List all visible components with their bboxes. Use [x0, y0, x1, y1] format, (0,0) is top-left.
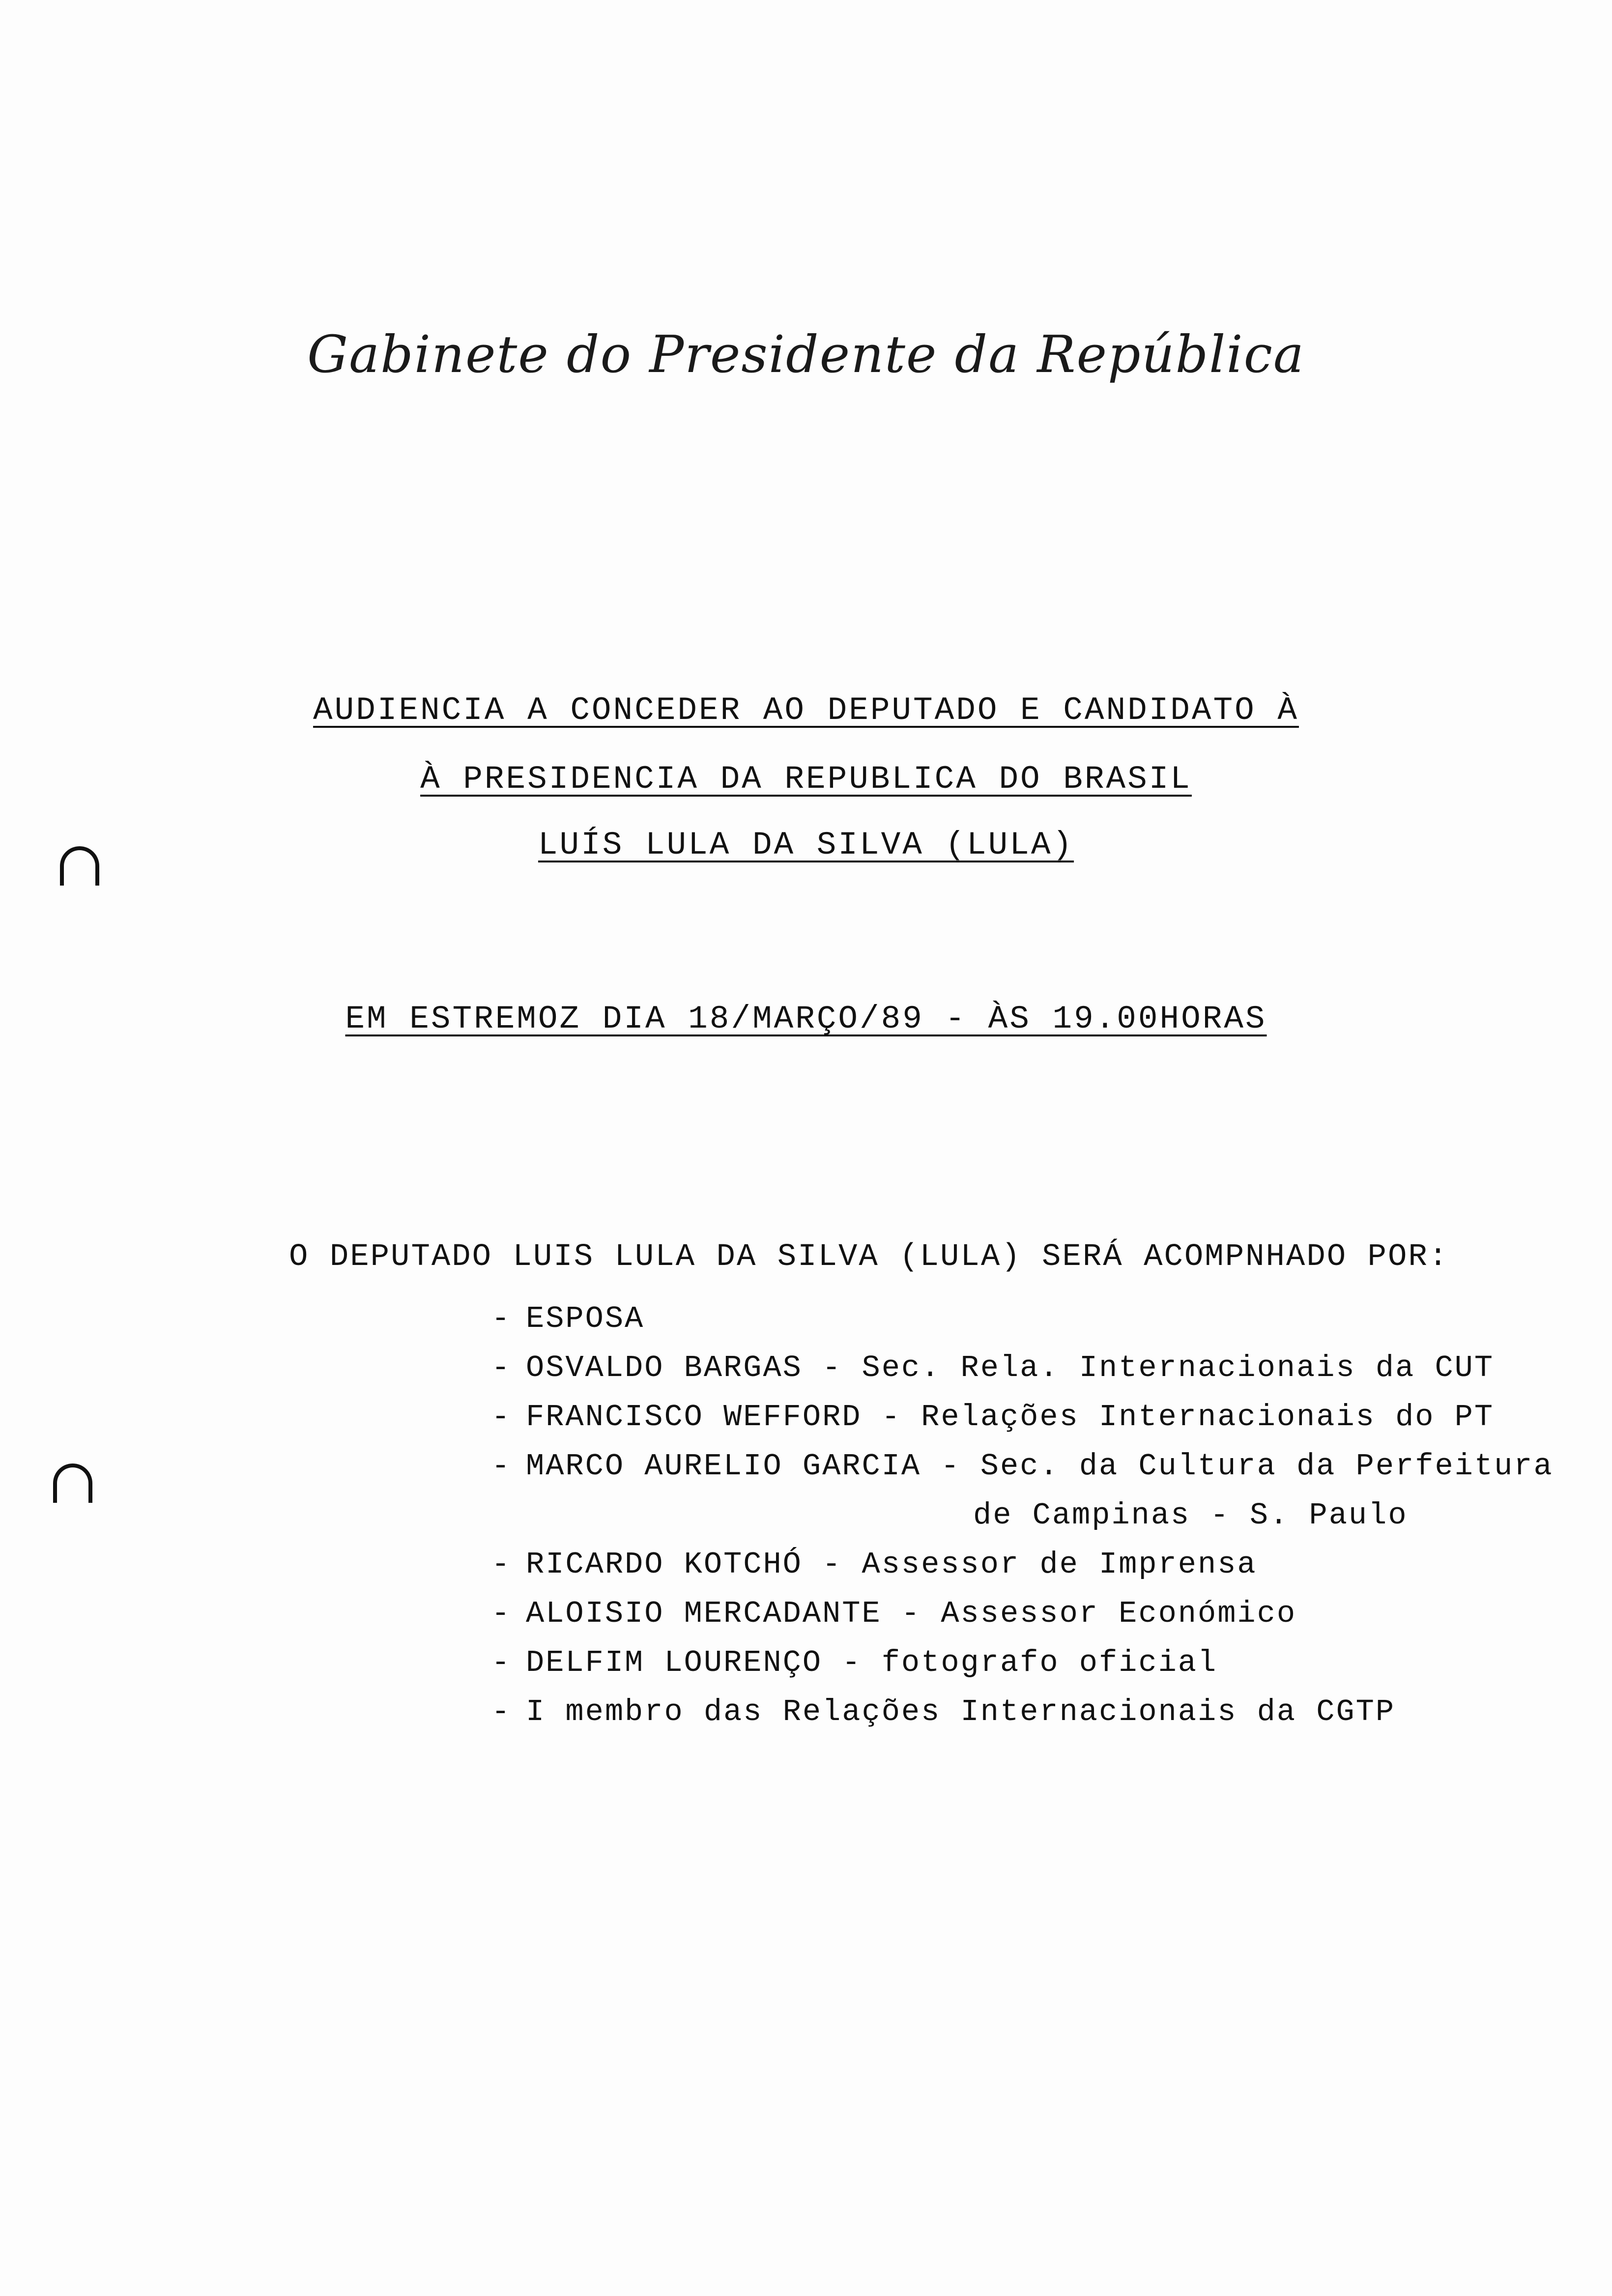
dash-marker: -	[491, 1645, 512, 1680]
letterhead-script-title: Gabinete do Presidente da República	[307, 324, 1305, 384]
dash-marker: -	[491, 1694, 512, 1729]
dash-marker: -	[491, 1400, 512, 1435]
punch-hole-mark	[60, 846, 99, 886]
list-item: - RICARDO KOTCHÓ - Assessor de Imprensa	[491, 1540, 1554, 1589]
event-date-line: EM ESTREMOZ DIA 18/MARÇO/89 - ÀS 19.00HORAS	[345, 1001, 1267, 1037]
dash-marker: -	[491, 1350, 512, 1385]
list-item: - DELFIM LOURENÇO - fotografo oficial	[491, 1638, 1554, 1688]
list-item: - ESPOSA	[491, 1294, 1554, 1344]
list-item: - I membro das Relações Internacionais da CGTP	[491, 1688, 1554, 1737]
title-line-3: LUÍS LULA DA SILVA (LULA)	[538, 827, 1074, 863]
dash-marker: -	[491, 1547, 512, 1582]
list-item: - OSVALDO BARGAS - Sec. Rela. Internacionais da CUT	[491, 1344, 1554, 1393]
dash-marker: -	[491, 1596, 512, 1631]
list-item-continuation: de Campinas - S. Paulo	[973, 1498, 1408, 1533]
title-line-2: À PRESIDENCIA DA REPUBLICA DO BRASIL	[420, 761, 1192, 798]
intro-sentence: O DEPUTADO LUIS LULA DA SILVA (LULA) SERÁ ACOMPNHADO POR:	[289, 1239, 1449, 1275]
dash-marker: -	[491, 1301, 512, 1336]
list-item: - ALOISIO MERCADANTE - Assessor Económico	[491, 1589, 1554, 1638]
punch-hole-mark	[53, 1464, 92, 1503]
list-item: - MARCO AURELIO GARCIA - Sec. da Cultura da Perfeitura	[491, 1442, 1554, 1491]
title-line-1: AUDIENCIA A CONCEDER AO DEPUTADO E CANDIDATO À	[313, 692, 1299, 729]
dash-marker: -	[491, 1449, 512, 1484]
list-item: - FRANCISCO WEFFORD - Relações Internacionais do PT	[491, 1393, 1554, 1442]
companions-list	[491, 1294, 1554, 1737]
